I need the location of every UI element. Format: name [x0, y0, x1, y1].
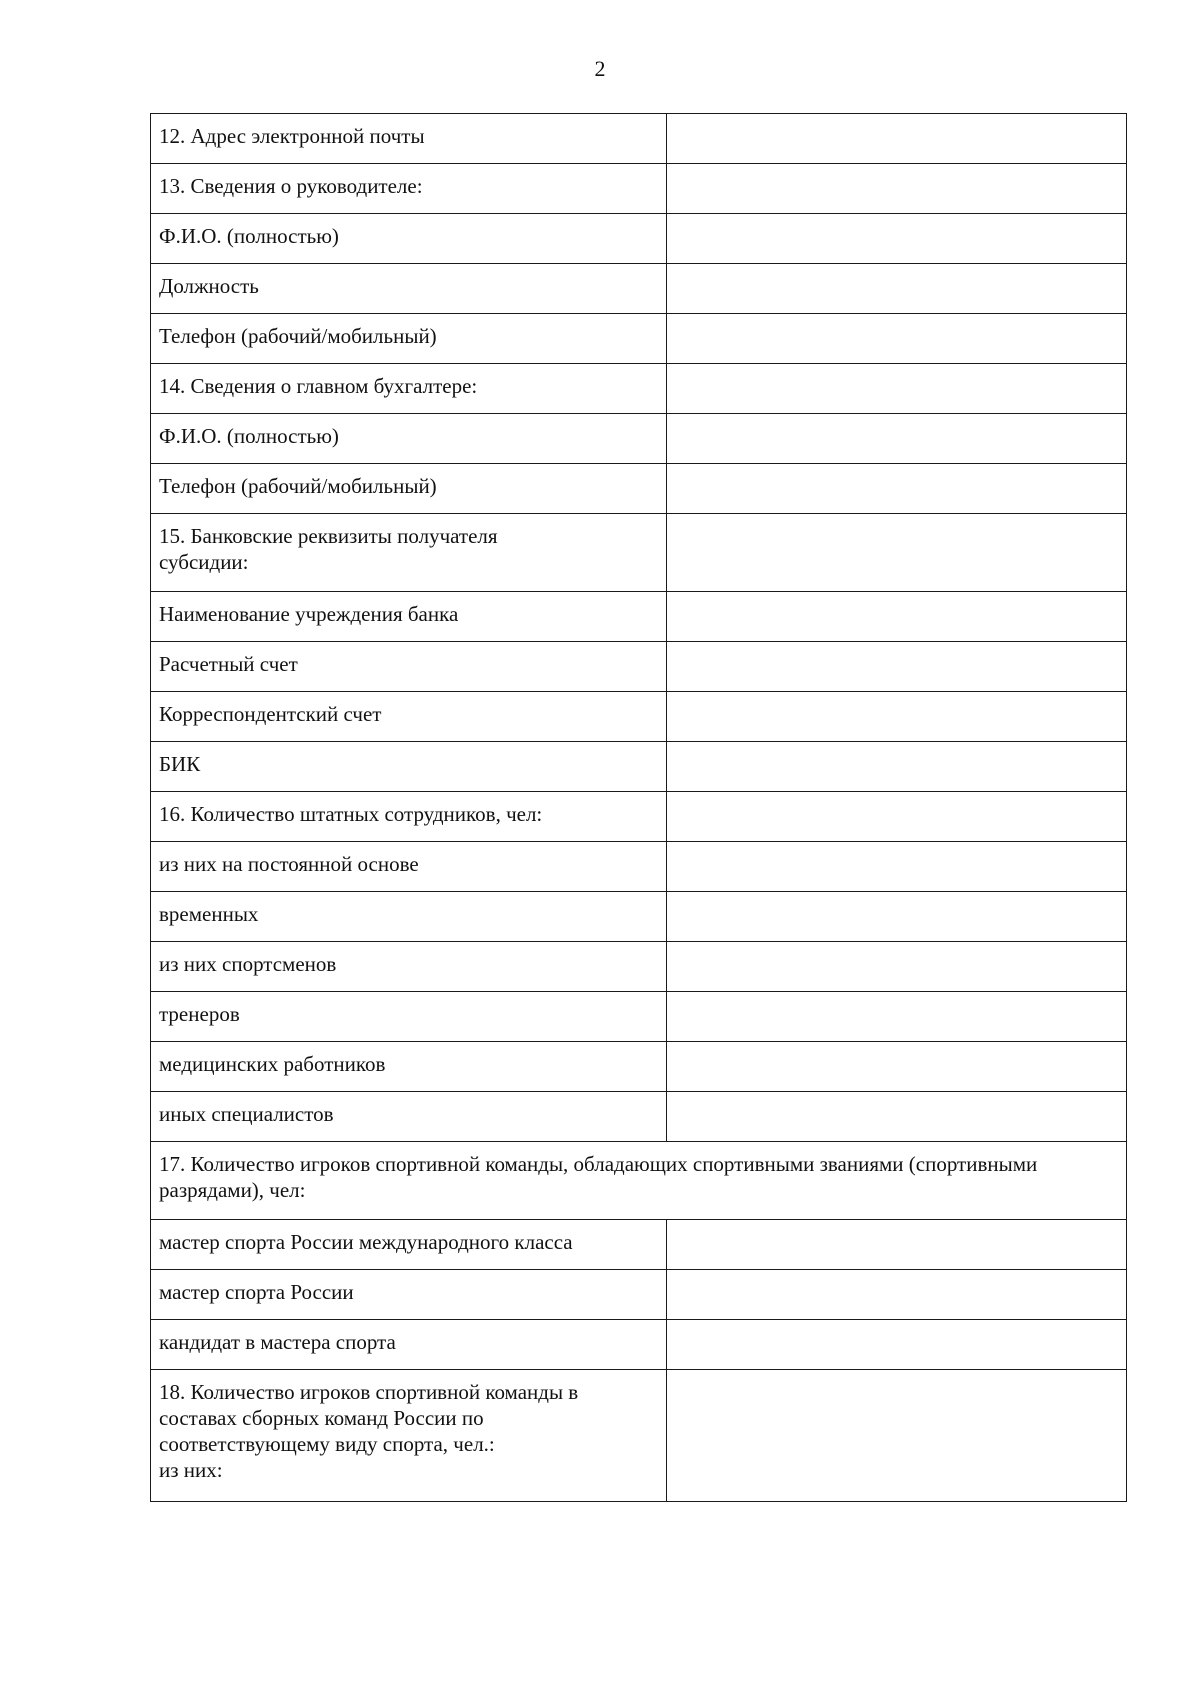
field-label: временных [151, 892, 667, 942]
director-section-value-field[interactable] [667, 164, 1127, 214]
row-staff-count-section [151, 792, 1127, 842]
row-medical-staff [151, 1042, 1127, 1092]
row-bik [151, 742, 1127, 792]
temporary-staff-value-field[interactable] [667, 892, 1127, 942]
row-athletes [151, 942, 1127, 992]
row-settlement-account [151, 642, 1127, 692]
national-team-players-value-field[interactable] [667, 1370, 1127, 1502]
row-international-master [151, 1220, 1127, 1270]
field-label: медицинских работников [151, 1042, 667, 1092]
row-accountant-name [151, 414, 1127, 464]
field-label: из них на постоянной основе [151, 842, 667, 892]
section-heading: 14. Сведения о главном бухгалтере: [151, 364, 667, 414]
row-bank-details-section [151, 514, 1127, 592]
accountant-name-value-field[interactable] [667, 414, 1127, 464]
row-coaches [151, 992, 1127, 1042]
director-phone-value-field[interactable] [667, 314, 1127, 364]
correspondent-account-value-field[interactable] [667, 692, 1127, 742]
row-candidate-master [151, 1320, 1127, 1370]
row-director-phone [151, 314, 1127, 364]
email-value-field[interactable] [667, 114, 1127, 164]
page-number: 2 [594, 56, 606, 81]
field-label: Телефон (рабочий/мобильный) [151, 464, 667, 514]
row-bank-name [151, 592, 1127, 642]
field-label: кандидат в мастера спорта [151, 1320, 667, 1370]
accountant-section-value-field[interactable] [667, 364, 1127, 414]
section-heading: 18. Количество игроков спортивной команды в составах сборных команд России по соответствующему виду спорта, чел.: из них: [151, 1370, 667, 1502]
bank-details-value-field[interactable] [667, 514, 1127, 592]
international-master-value-field[interactable] [667, 1220, 1127, 1270]
athletes-value-field[interactable] [667, 942, 1127, 992]
field-label: Телефон (рабочий/мобильный) [151, 314, 667, 364]
field-label: Ф.И.О. (полностью) [151, 414, 667, 464]
field-label: Ф.И.О. (полностью) [151, 214, 667, 264]
bik-value-field[interactable] [667, 742, 1127, 792]
permanent-staff-value-field[interactable] [667, 842, 1127, 892]
field-label: Наименование учреждения банка [151, 592, 667, 642]
field-label: иных специалистов [151, 1092, 667, 1142]
medical-staff-value-field[interactable] [667, 1042, 1127, 1092]
row-national-team-players [151, 1370, 1127, 1502]
field-label: Расчетный счет [151, 642, 667, 692]
row-director-position [151, 264, 1127, 314]
field-label: Должность [151, 264, 667, 314]
field-label: тренеров [151, 992, 667, 1042]
field-label: мастер спорта России международного класса [151, 1220, 667, 1270]
field-label: БИК [151, 742, 667, 792]
director-position-value-field[interactable] [667, 264, 1127, 314]
section-heading: 16. Количество штатных сотрудников, чел: [151, 792, 667, 842]
row-email [151, 114, 1127, 164]
section-heading: 17. Количество игроков спортивной команды, обладающих спортивными званиями (спортивными разрядами), чел: [151, 1142, 1127, 1220]
row-titled-players-section [151, 1142, 1127, 1220]
application-form-table [150, 113, 1127, 1502]
bank-name-value-field[interactable] [667, 592, 1127, 642]
field-label: Корреспондентский счет [151, 692, 667, 742]
director-name-value-field[interactable] [667, 214, 1127, 264]
row-temporary-staff [151, 892, 1127, 942]
row-correspondent-account [151, 692, 1127, 742]
other-specialists-value-field[interactable] [667, 1092, 1127, 1142]
coaches-value-field[interactable] [667, 992, 1127, 1042]
candidate-master-value-field[interactable] [667, 1320, 1127, 1370]
field-label: 12. Адрес электронной почты [151, 114, 667, 164]
accountant-phone-value-field[interactable] [667, 464, 1127, 514]
field-label: из них спортсменов [151, 942, 667, 992]
row-director-name [151, 214, 1127, 264]
settlement-account-value-field[interactable] [667, 642, 1127, 692]
row-master-of-sport [151, 1270, 1127, 1320]
staff-count-value-field[interactable] [667, 792, 1127, 842]
field-label: мастер спорта России [151, 1270, 667, 1320]
section-heading: 13. Сведения о руководителе: [151, 164, 667, 214]
row-permanent-staff [151, 842, 1127, 892]
row-other-specialists [151, 1092, 1127, 1142]
row-accountant-section [151, 364, 1127, 414]
row-director-section [151, 164, 1127, 214]
section-heading: 15. Банковские реквизиты получателя субсидии: [151, 514, 667, 592]
master-of-sport-value-field[interactable] [667, 1270, 1127, 1320]
row-accountant-phone [151, 464, 1127, 514]
